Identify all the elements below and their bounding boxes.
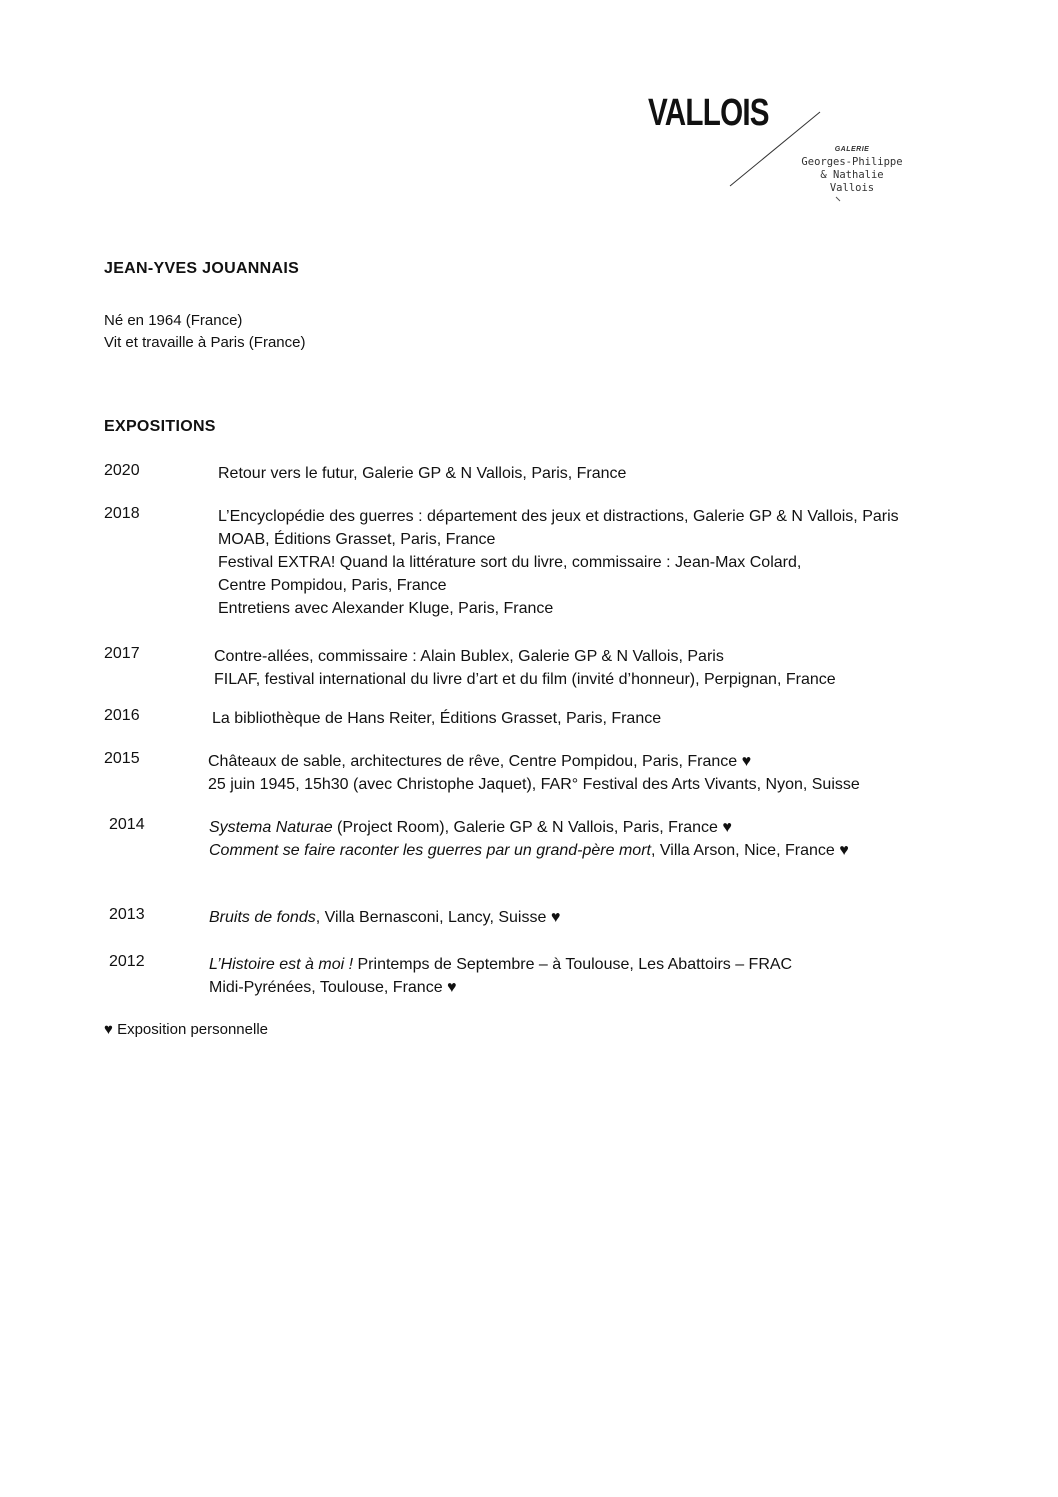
artist-born: Né en 1964 (France)	[104, 312, 243, 329]
logo-tick-mark	[835, 196, 841, 202]
exhibition-lines	[218, 505, 899, 620]
exhibition-year: 2015	[104, 750, 140, 767]
exhibition-line: FILAF, festival international du livre d’art et du film (invité d’honneur), Perpignan, France	[214, 671, 836, 688]
exhibition-year: 2016	[104, 707, 140, 724]
exhibition-lines	[209, 953, 792, 999]
artist-name: JEAN-YVES JOUANNAIS	[104, 260, 300, 277]
exhibition-year: 2017	[104, 645, 140, 662]
exhibition-year: 2013	[109, 906, 145, 923]
logo-line-1: Georges-Philippe	[801, 156, 903, 168]
logo-galerie: GALERIE	[834, 146, 870, 153]
logo-gallery-text	[792, 143, 912, 195]
exhibition-year: 2020	[104, 462, 140, 479]
exhibition-year: 2018	[104, 505, 140, 522]
gallery-logo	[640, 88, 920, 218]
exhibition-title-italic: Systema Naturae	[209, 819, 333, 836]
exhibition-line: La bibliothèque de Hans Reiter, Éditions Grasset, Paris, France	[212, 710, 662, 727]
exhibition-line: L’Encyclopédie des guerres : département des jeux et distractions, Galerie GP & N Vallois, Paris	[218, 508, 899, 525]
exhibition-title-italic: Bruits de fonds	[209, 909, 316, 926]
exhibition-lines	[209, 816, 849, 862]
exhibition-line: Retour vers le futur, Galerie GP & N Vallois, Paris, France	[218, 465, 627, 482]
footnote: ♥ Exposition personnelle	[104, 1021, 269, 1038]
exhibition-line: Festival EXTRA! Quand la littérature sort du livre, commissaire : Jean-Max Colard,	[218, 554, 802, 571]
exhibition-line: 25 juin 1945, 15h30 (avec Christophe Jaquet), FAR° Festival des Arts Vivants, Nyon, Suisse	[208, 776, 860, 793]
exhibition-line: MOAB, Éditions Grasset, Paris, France	[218, 531, 496, 548]
exhibition-line	[209, 953, 792, 976]
exhibition-line-rest: Printemps de Septembre – à Toulouse, Les Abattoirs – FRAC	[353, 956, 793, 973]
exhibition-lines	[208, 750, 860, 796]
exhibition-line: Entretiens avec Alexander Kluge, Paris, France	[218, 600, 554, 617]
exhibition-line: Centre Pompidou, Paris, France	[218, 577, 447, 594]
exhibition-line	[209, 906, 560, 929]
logo-wordmark: VALLOIS	[648, 92, 769, 134]
exhibition-line-rest: , Villa Arson, Nice, France ♥	[650, 842, 849, 859]
exhibition-lines	[218, 462, 626, 485]
exhibition-lines	[209, 906, 560, 929]
exhibition-lines	[214, 645, 836, 691]
exhibition-line	[209, 839, 849, 862]
artist-bio	[104, 310, 305, 354]
exhibition-line-rest: (Project Room), Galerie GP & N Vallois, Paris, France ♥	[332, 819, 732, 836]
exhibition-year: 2012	[109, 953, 145, 970]
exhibition-title-italic: L’Histoire est à moi !	[209, 956, 354, 973]
exhibition-lines	[212, 707, 661, 730]
logo-line-3: Vallois	[829, 182, 875, 194]
exhibition-year: 2014	[109, 816, 145, 833]
exhibition-title-italic: Comment se faire raconter les guerres par un grand-père mort	[209, 842, 651, 859]
section-title: EXPOSITIONS	[104, 418, 216, 435]
artist-lives: Vit et travaille à Paris (France)	[104, 334, 306, 351]
logo-line-2: & Nathalie	[820, 169, 884, 181]
exhibition-line: Châteaux de sable, architectures de rêve, Centre Pompidou, Paris, France ♥	[208, 753, 752, 770]
exhibition-line: Contre-allées, commissaire : Alain Bublex, Galerie GP & N Vallois, Paris	[214, 648, 724, 665]
exhibition-line: Midi-Pyrénées, Toulouse, France ♥	[209, 979, 457, 996]
exhibition-line	[209, 816, 849, 839]
exhibition-line-rest: , Villa Bernasconi, Lancy, Suisse ♥	[315, 909, 561, 926]
